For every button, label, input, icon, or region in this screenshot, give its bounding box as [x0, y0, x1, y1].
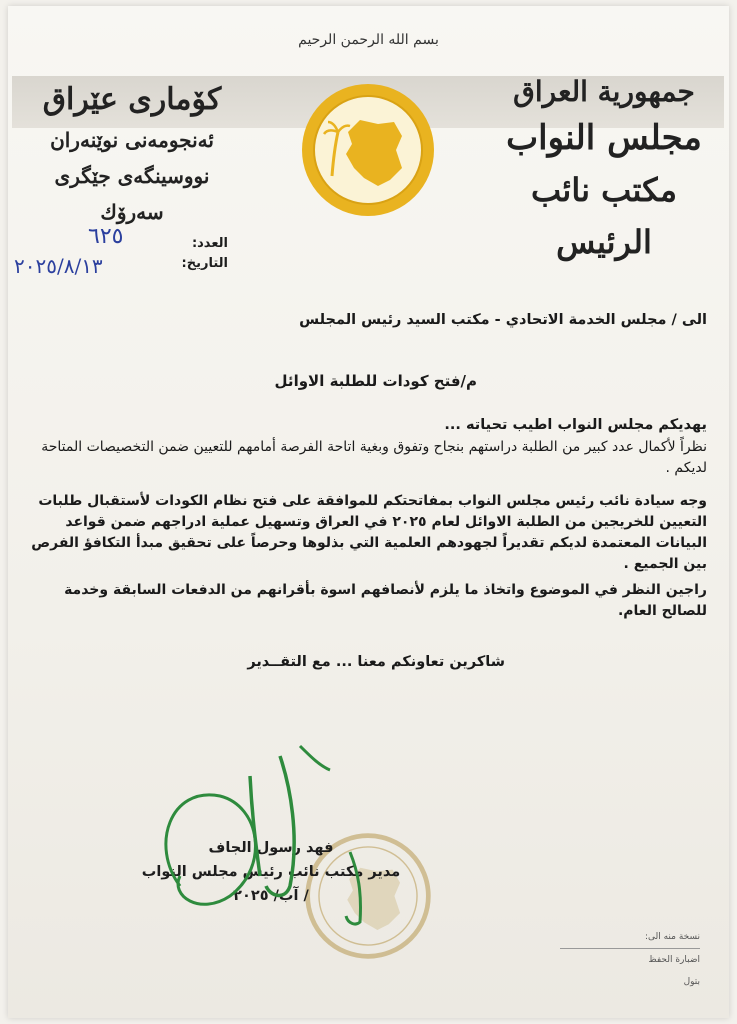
header-kurdish-council: ئەنجومەنی نوێنەران	[50, 128, 214, 152]
signatory-name: فهد رسول الجاف	[208, 840, 334, 856]
header-kurdish	[22, 78, 242, 230]
cc-item-initials: بتول	[683, 977, 700, 987]
date-value: ٢٠٢٥/٨/١٣	[14, 254, 103, 278]
initial-mark	[340, 842, 380, 932]
header-kurdish-office: نووسینگەی جێگری سەرۆك	[54, 164, 210, 224]
closing-line: شاكرين تعاونكم معنا ... مع التقــدير	[247, 654, 505, 670]
signature-date: / آب/ ٢٠٢٥	[233, 888, 309, 904]
greeting: يهديكم مجلس النواب اطيب تحياته ...	[444, 417, 707, 433]
paragraph-3: راجين النظر في الموضوع واتخاذ ما يلزم لأنصافهم اسوة بأقرانهم من الدفعات السابقة وخدمة للصالح العام.	[64, 582, 707, 619]
header-kurdish-country: كۆماری عێراق	[42, 82, 222, 117]
parliament-seal-icon	[298, 80, 438, 220]
signatory-title: مدير مكتب نائب رئيس مجلس النواب	[141, 864, 401, 880]
handwritten-signature	[140, 726, 340, 926]
number-value: ٦٢٥	[88, 224, 124, 249]
subject-line: م/فتح كودات للطلبة الاوائل	[274, 372, 477, 390]
header-arabic-council: مجلس النواب	[506, 118, 702, 158]
paragraph-1: نظراً لأكمال عدد كبير من الطلبة دراستهم بنجاح وتفوق وبغية اتاحة الفرصة أمامهم للتعيين ضمن التخصيصات المتاحة لديكم .	[41, 439, 707, 476]
date-label: التاريخ:	[181, 256, 228, 271]
paragraph-2: وجه سيادة نائب رئيس مجلس النواب بمفاتحتكم للموافقة على فتح نظام الكودات لأستقبال طلبات التعيين للخريجين من الطلبة الاوائل لعام ٢٠٢٥ في العراق وتسهيل عملية ادراجهم ضمن قواعد البيانات المعتمدة لديكم تقديراً لجهودهم العلمية التي بذلوها وحرصاً على تحقيق مبدأ التكافؤ الفرص بين الجميع .	[31, 493, 707, 572]
header-arabic-country: جمهورية العراق	[513, 75, 695, 108]
cc-label: نسخة منه الى:	[560, 926, 700, 949]
header-arabic	[489, 72, 719, 268]
number-label: العدد:	[191, 236, 228, 251]
header-arabic-office: مكتب نائب الرئيس	[530, 171, 677, 261]
basmala: بسم الله الرحمن الرحيم	[298, 32, 439, 48]
recipient-line: الى / مجلس الخدمة الاتحادي - مكتب السيد رئيس المجلس	[299, 312, 707, 328]
document-meta	[14, 224, 234, 286]
cc-item-archive: اضبارة الحفظ	[648, 955, 700, 965]
copy-to	[560, 926, 700, 993]
